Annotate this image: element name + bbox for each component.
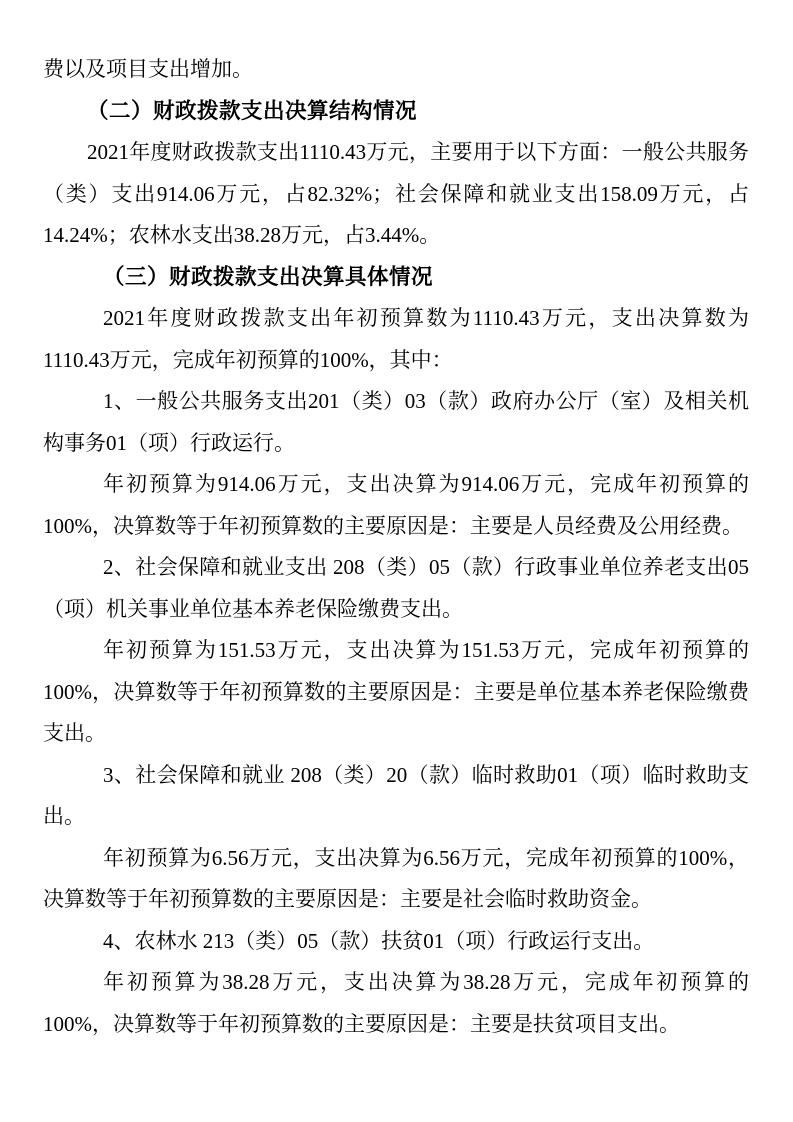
paragraph-item-4-detail: 年初预算为38.28万元，支出决算为38.28万元，完成年初预算的100%，决算数等于年初预算数的主要原因是：主要是扶贫项目支出。 (43, 970, 749, 1036)
paragraph-item-3-temporary-relief: 3、社会保障和就业 208（类）20（款）临时救助01（项）临时救助支出。 (43, 762, 749, 828)
paragraph-budget-vs-final-summary: 2021年度财政拨款支出年初预算数为1110.43万元，支出决算数为1110.43万元，完成年初预算的100%，其中： (43, 306, 749, 372)
paragraph-item-1-detail: 年初预算为914.06万元，支出决算为914.06万元，完成年初预算的100%，决算数等于年初预算数的主要原因是：主要是人员经费及公用经费。 (43, 472, 749, 538)
paragraph-item-4-agriculture-forestry-water: 4、农林水 213（类）05（款）扶贫01（项）行政运行支出。 (103, 928, 655, 953)
paragraph-expenditure-structure-summary: 2021年度财政拨款支出1110.43万元，主要用于以下方面：一般公共服务（类）支出914.06万元，占82.32%；社会保障和就业支出158.09万元，占14.24%；农林水支出38.28万元，占3.44%。 (43, 140, 749, 247)
paragraph-item-2-social-security-pension: 2、社会保障和就业支出 208（类）05（款）行政事业单位养老支出05（项）机关事业单位基本养老保险缴费支出。 (43, 555, 749, 621)
paragraph-item-3-detail: 年初预算为6.56万元，支出决算为6.56万元，完成年初预算的100%，决算数等于年初预算数的主要原因是：主要是社会临时救助资金。 (43, 845, 749, 911)
section-heading-2-expenditure-structure: （二）财政拨款支出决算结构情况 (87, 98, 418, 123)
paragraph-item-2-detail: 年初预算为151.53万元，支出决算为151.53万元，完成年初预算的100%，决算数等于年初预算数的主要原因是：主要是单位基本养老保险缴费支出。 (43, 638, 749, 745)
paragraph-item-1-general-public-services: 1、一般公共服务支出201（类）03（款）政府办公厅（室）及相关机构事务01（项）行政运行。 (43, 389, 749, 455)
section-heading-3-expenditure-details: （三）财政拨款支出决算具体情况 (103, 264, 434, 289)
paragraph-continued-from-previous-page: 费以及项目支出增加。 (43, 57, 253, 81)
